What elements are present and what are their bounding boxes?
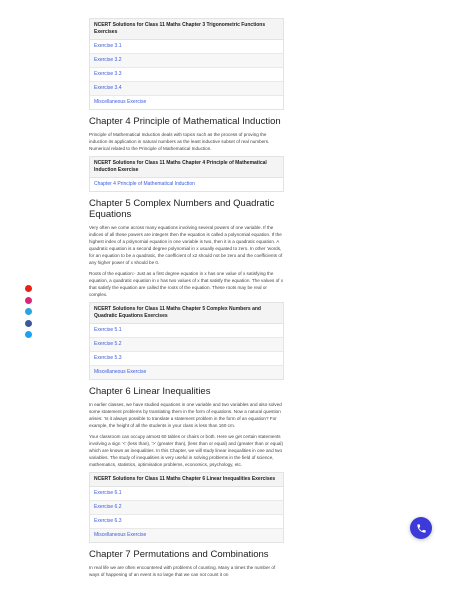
exercise-link[interactable]: Exercise 3.2 <box>90 54 283 68</box>
exercise-link[interactable]: Exercise 5.3 <box>90 352 283 366</box>
chapter4-heading: Chapter 4 Principle of Mathematical Induction <box>89 116 281 127</box>
chapter6-exercises-table <box>89 472 284 543</box>
chapter6-paragraph: Your classroom can occupy atmost 60 tables or chairs or both. Here we get certain statements involving a sign ‘<’ (less than), ‘>’ (greater than), (less than or equal) and (greater than or equal) which are known as inequalities. In this Chapter, we will study linear inequalities in one and two variables. The study of inequalities is very useful in solving problems in the field of science, mathematics, statistics, optimisation problems, economics, psychology, etc. <box>89 434 283 467</box>
table-header: NCERT Solutions for Class 11 Maths Chapter 6 Linear Inequalities Exercises <box>90 473 283 487</box>
exercise-link[interactable]: Exercise 6.2 <box>90 501 283 515</box>
call-button[interactable] <box>410 517 432 539</box>
chapter5-heading: Chapter 5 Complex Numbers and Quadratic Equations <box>89 198 275 220</box>
youtube-icon[interactable] <box>25 285 32 292</box>
chapter5-paragraph: Very often we come across many equations involving several powers of one variable. If the indices of all these powers are integers then the equation is called a polynomial equation. If the highest index of a polynomial equation in one variable is two, then it is a quadratic equation. A quadratic equation is a second degree polynomial in x usually equated to zero. In other ‘words, for an equation to be a quadratic, the coefficient of x2 should not be zero and the coefficients of any higher power of x should be 0. <box>89 225 283 265</box>
exercise-link[interactable]: Miscellaneous Exercise <box>90 366 283 379</box>
table-header: NCERT Solutions for Class 11 Maths Chapter 3 Trigonometric Functions Exercises <box>90 19 283 40</box>
table-header: NCERT Solutions for Class 11 Maths Chapter 4 Principle of Mathematical Induction Exercise <box>90 157 283 178</box>
exercise-link[interactable]: Exercise 3.3 <box>90 68 283 82</box>
chapter7-paragraph: In real life we are often encountered with problems of counting. Many a times the number of ways of happening of an event is so large that we can not count it on <box>89 565 276 577</box>
chapter6-paragraph: In earlier classes, we have studied equations in one variable and two variables and also solved some statement problems by translating them in the form of equations. Now a natural question arises: ‘Is it always possible to translate a statement problem in the form of an equation? For example, the height of all the students in your class is less than 160 cm. <box>89 402 282 428</box>
telegram-icon[interactable] <box>25 308 32 315</box>
chapter3-exercises-table <box>89 18 284 110</box>
chapter4-paragraph: Principle of Mathematical Induction deals with topics such as the process of proving the induction its application in natural numbers as the least inductive subset of real numbers. Numerical related to the Principle of Mathematical Induction. <box>89 132 270 151</box>
exercise-link[interactable]: Miscellaneous Exercise <box>94 99 147 105</box>
exercise-link[interactable]: Exercise 3.4 <box>90 82 283 96</box>
exercise-link[interactable]: Miscellaneous Exercise <box>90 529 283 542</box>
phone-icon <box>416 523 427 534</box>
exercise-link[interactable]: Exercise 3.1 <box>90 40 283 54</box>
exercise-link[interactable]: Exercise 5.1 <box>90 324 283 338</box>
table-header: NCERT Solutions for Class 11 Maths Chapter 5 Complex Numbers and Quadratic Equations Exercises <box>90 303 283 324</box>
twitter-icon[interactable] <box>25 331 32 338</box>
facebook-icon[interactable] <box>25 320 32 327</box>
chapter5-paragraph: Roots of the equation:- Just as a first degree equation in x has one value of x satisfying the equation, a quadratic equation in x has two values of x that satisfy the equation. The values of x that satisfy the equation are called the roots of the equation. These roots may be real or complex. <box>89 271 283 297</box>
chapter5-exercises-table <box>89 302 284 380</box>
exercise-link[interactable]: Exercise 6.3 <box>90 515 283 529</box>
social-share-bar <box>25 285 33 343</box>
main-content <box>89 18 284 582</box>
chapter7-heading: Chapter 7 Permutations and Combinations <box>89 549 269 560</box>
exercise-link[interactable]: Exercise 6.1 <box>90 487 283 501</box>
exercise-link[interactable]: Chapter 4 Principle of Mathematical Induction <box>94 181 195 187</box>
chapter6-heading: Chapter 6 Linear Inequalities <box>89 386 211 397</box>
chapter4-exercises-table <box>89 156 284 192</box>
instagram-icon[interactable] <box>25 297 32 304</box>
exercise-link[interactable]: Exercise 5.2 <box>90 338 283 352</box>
